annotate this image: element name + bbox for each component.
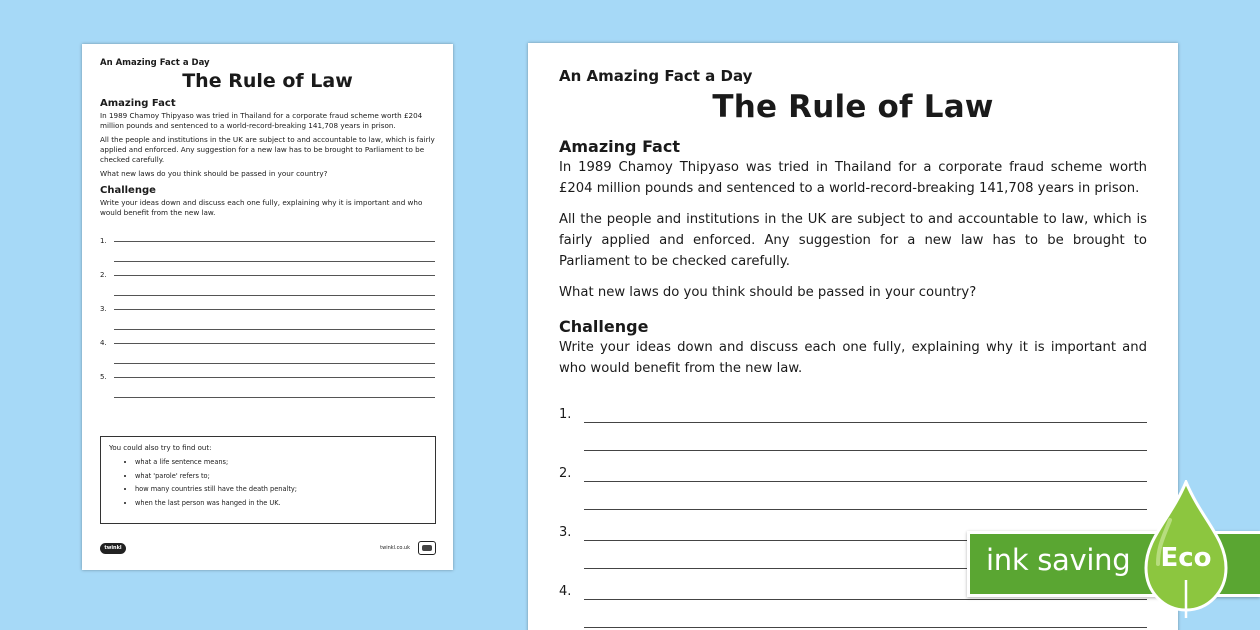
find-out-list <box>109 456 427 510</box>
worksheet-title: The Rule of Law <box>712 89 994 125</box>
worksheet-subtitle: An Amazing Fact a Day <box>559 67 753 85</box>
writing-line <box>114 275 435 276</box>
challenge-text: Write your ideas down and discuss each one fully, explaining why it is important and who would benefit from the new law. <box>100 198 423 217</box>
fact-heading: Amazing Fact <box>559 137 680 156</box>
answer-number: 4. <box>559 584 572 599</box>
writing-line <box>584 425 1147 451</box>
list-item: • what a life sentence means; <box>135 456 427 470</box>
list-item: • what 'parole' refers to; <box>135 470 427 484</box>
list-item: • how many countries still have the death penalty; <box>135 483 427 497</box>
writing-line <box>114 313 435 330</box>
worksheet-subtitle: An Amazing Fact a Day <box>100 58 210 68</box>
eco-label: Eco <box>1160 543 1212 573</box>
answer-line <box>100 364 435 381</box>
worksheet-preview-small <box>82 44 453 570</box>
answer-line <box>559 397 1147 425</box>
writing-line <box>114 309 435 310</box>
ink-saving-label: ink saving <box>986 543 1131 577</box>
worksheet-title: The Rule of Law <box>182 70 353 92</box>
answer-number: 5. <box>100 373 107 381</box>
answer-number: 1. <box>100 237 107 245</box>
writing-line <box>114 377 435 378</box>
answer-number: 4. <box>100 339 107 347</box>
answer-number: 2. <box>100 271 107 279</box>
writing-line <box>584 422 1147 423</box>
footer-url: twinkl.co.uk <box>380 545 410 551</box>
list-item: • when the last person was hanged in the UK. <box>135 497 427 511</box>
writing-line <box>584 599 1147 600</box>
law-text: All the people and institutions in the UK are subject to and accountable to law, which is fairly applied and enforced. Any suggestion for a new law has to be brought to Parliament to be checked carefully. <box>559 212 1147 269</box>
answer-number: 3. <box>100 305 107 313</box>
question-text: What new laws do you think should be passed in your country? <box>100 169 328 178</box>
answer-number: 3. <box>559 525 572 540</box>
quality-seal-icon <box>418 541 436 555</box>
answer-line <box>100 296 435 313</box>
answer-number: 1. <box>559 407 572 422</box>
writing-line <box>114 347 435 364</box>
answer-line <box>559 456 1147 484</box>
writing-line <box>114 241 435 242</box>
fact-text: In 1989 Chamoy Thipyaso was tried in Thailand for a corporate fraud scheme worth £204 million pounds and sentenced to a world-record-breaking 141,708 years in prison. <box>100 111 423 130</box>
page-footer <box>100 540 436 556</box>
challenge-heading: Challenge <box>559 317 649 336</box>
question-text: What new laws do you think should be passed in your country? <box>559 285 977 300</box>
answer-line <box>100 262 435 279</box>
writing-line <box>584 602 1147 628</box>
find-out-intro: You could also try to find out: <box>109 444 212 452</box>
answer-line <box>100 330 435 347</box>
writing-line <box>114 381 435 398</box>
challenge-heading: Challenge <box>100 185 156 196</box>
law-text: All the people and institutions in the UK are subject to and accountable to law, which is fairly applied and enforced. Any suggestion for a new law has to be brought to Parliament to be checked carefully. <box>100 135 435 164</box>
writing-line <box>114 245 435 262</box>
find-out-box <box>100 436 436 524</box>
answer-line <box>100 228 435 245</box>
fact-text: In 1989 Chamoy Thipyaso was tried in Thailand for a corporate fraud scheme worth £204 million pounds and sentenced to a world-record-breaking 141,708 years in prison. <box>559 160 1147 196</box>
writing-line <box>114 343 435 344</box>
writing-line <box>584 484 1147 510</box>
twinkl-logo: twinkl <box>100 543 126 554</box>
challenge-text: Write your ideas down and discuss each one fully, explaining why it is important and who would benefit from the new law. <box>559 340 1147 376</box>
writing-line <box>584 481 1147 482</box>
fact-heading: Amazing Fact <box>100 98 176 109</box>
answer-number: 2. <box>559 466 572 481</box>
writing-line <box>114 279 435 296</box>
answer-lines <box>100 228 435 398</box>
